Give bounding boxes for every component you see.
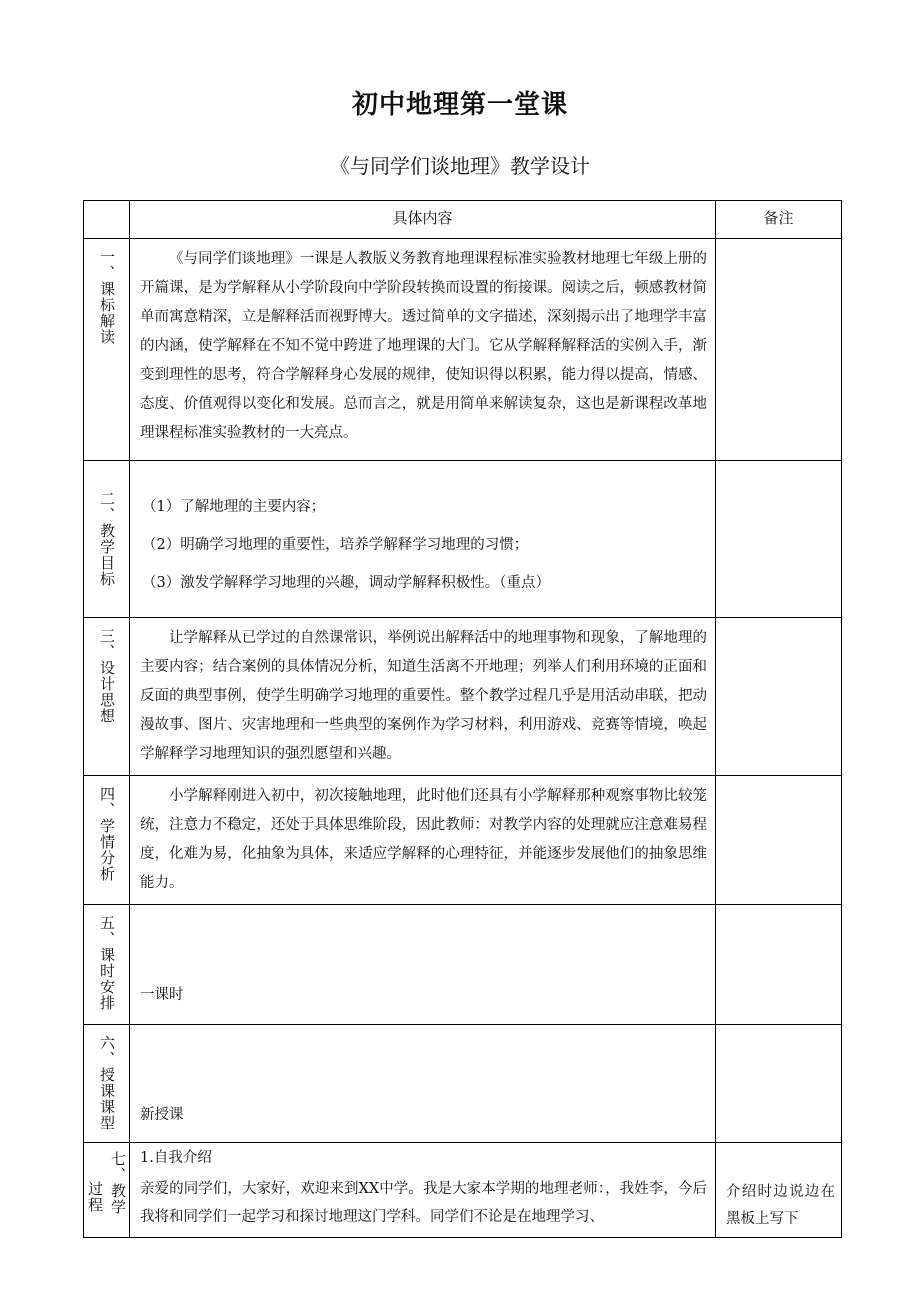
row-label: 六、授课课型	[98, 1035, 116, 1131]
row-note: 介绍时边说边在黑板上写下	[726, 1184, 835, 1227]
header-note: 备注	[716, 201, 842, 239]
goal-item: （3）激发学解释学习地理的兴趣，调动学解释积极性。（重点）	[142, 575, 550, 591]
table-row	[84, 776, 842, 905]
row-label: 四、学情分析	[98, 786, 116, 882]
row-label: 五、课时安排	[98, 915, 116, 1011]
table-header-row	[84, 201, 842, 239]
row-label-secondary: 过程	[86, 1181, 104, 1213]
goals-list	[130, 461, 715, 617]
header-blank-cell	[84, 201, 130, 239]
table-row	[84, 461, 842, 618]
row-content: 亲爱的同学们，大家好，欢迎来到XX中学。我是大家本学期的地理老师：，我姓李，今后我将和同学们一起学习和探讨地理这门学科。同学们不论是在地理学习、	[140, 1181, 707, 1225]
table-row	[84, 1025, 842, 1143]
table-row	[84, 905, 842, 1025]
document-subtitle: 《与同学们谈地理》教学设计	[330, 154, 590, 178]
table-row	[84, 239, 842, 461]
row-label: 三、设计思想	[98, 628, 116, 724]
lesson-plan-table	[83, 200, 842, 1238]
document-title: 初中地理第一堂课	[351, 90, 568, 120]
row-label: 二、教学目标	[98, 491, 116, 587]
row-label: 一、课标解读	[98, 249, 116, 345]
row-content: 新授课	[140, 1107, 184, 1123]
header-content: 具体内容	[130, 201, 716, 239]
table-row	[84, 618, 842, 776]
section-heading: 1.自我介绍	[140, 1150, 212, 1166]
row-content: 小学解释刚进入初中，初次接触地理，此时他们还具有小学解释那种观察事物比较笼统，注意力不稳定，还处于具体思维阶段，因此教师：对教学内容的处理就应注意难易程度，化难为易，化抽象为具体，来适应学解释的心理特征，并能逐步发展他们的抽象思维能力。	[140, 788, 707, 891]
row-label: 七、教学	[109, 1151, 127, 1215]
goal-item: （2）明确学习地理的重要性，培养学解释学习地理的习惯；	[142, 537, 529, 553]
row-content: 《与同学们谈地理》一课是人教版义务教育地理课程标准实验教材地理七年级上册的开篇课，是为学解释从小学阶段向中学阶段转换而设置的衔接课。阅读之后，顿感教材简单而寓意精深，立是解释活而视野博大。透过简单的文字描述，深刻揭示出了地理学丰富的内涵，使学解释在不知不觉中跨进了地理课的大门。它从学解释解释活的实例入手，渐变到理性的思考，符合学解释身心发展的规律，使知识得以积累，能力得以提高，情感、态度、价值观得以变化和发展。总而言之，就是用简单来解读复杂，这也是新课程改革地理课程标准实验教材的一大亮点。	[140, 251, 707, 441]
table-row	[84, 1143, 842, 1238]
goal-item: （1）了解地理的主要内容；	[142, 499, 326, 515]
row-content: 一课时	[140, 987, 184, 1003]
row-content: 让学解释从已学过的自然课常识，举例说出解释活中的地理事物和现象，了解地理的主要内容；结合案例的具体情况分析，知道生活离不开地理；列举人们利用环境的正面和反面的典型事例，使学生明确学习地理的重要性。整个教学过程几乎是用活动串联，把动漫故事、图片、灾害地理和一些典型的案例作为学习材料，利用游戏、竞赛等情境，唤起学解释学习地理知识的强烈愿望和兴趣。	[140, 630, 707, 762]
